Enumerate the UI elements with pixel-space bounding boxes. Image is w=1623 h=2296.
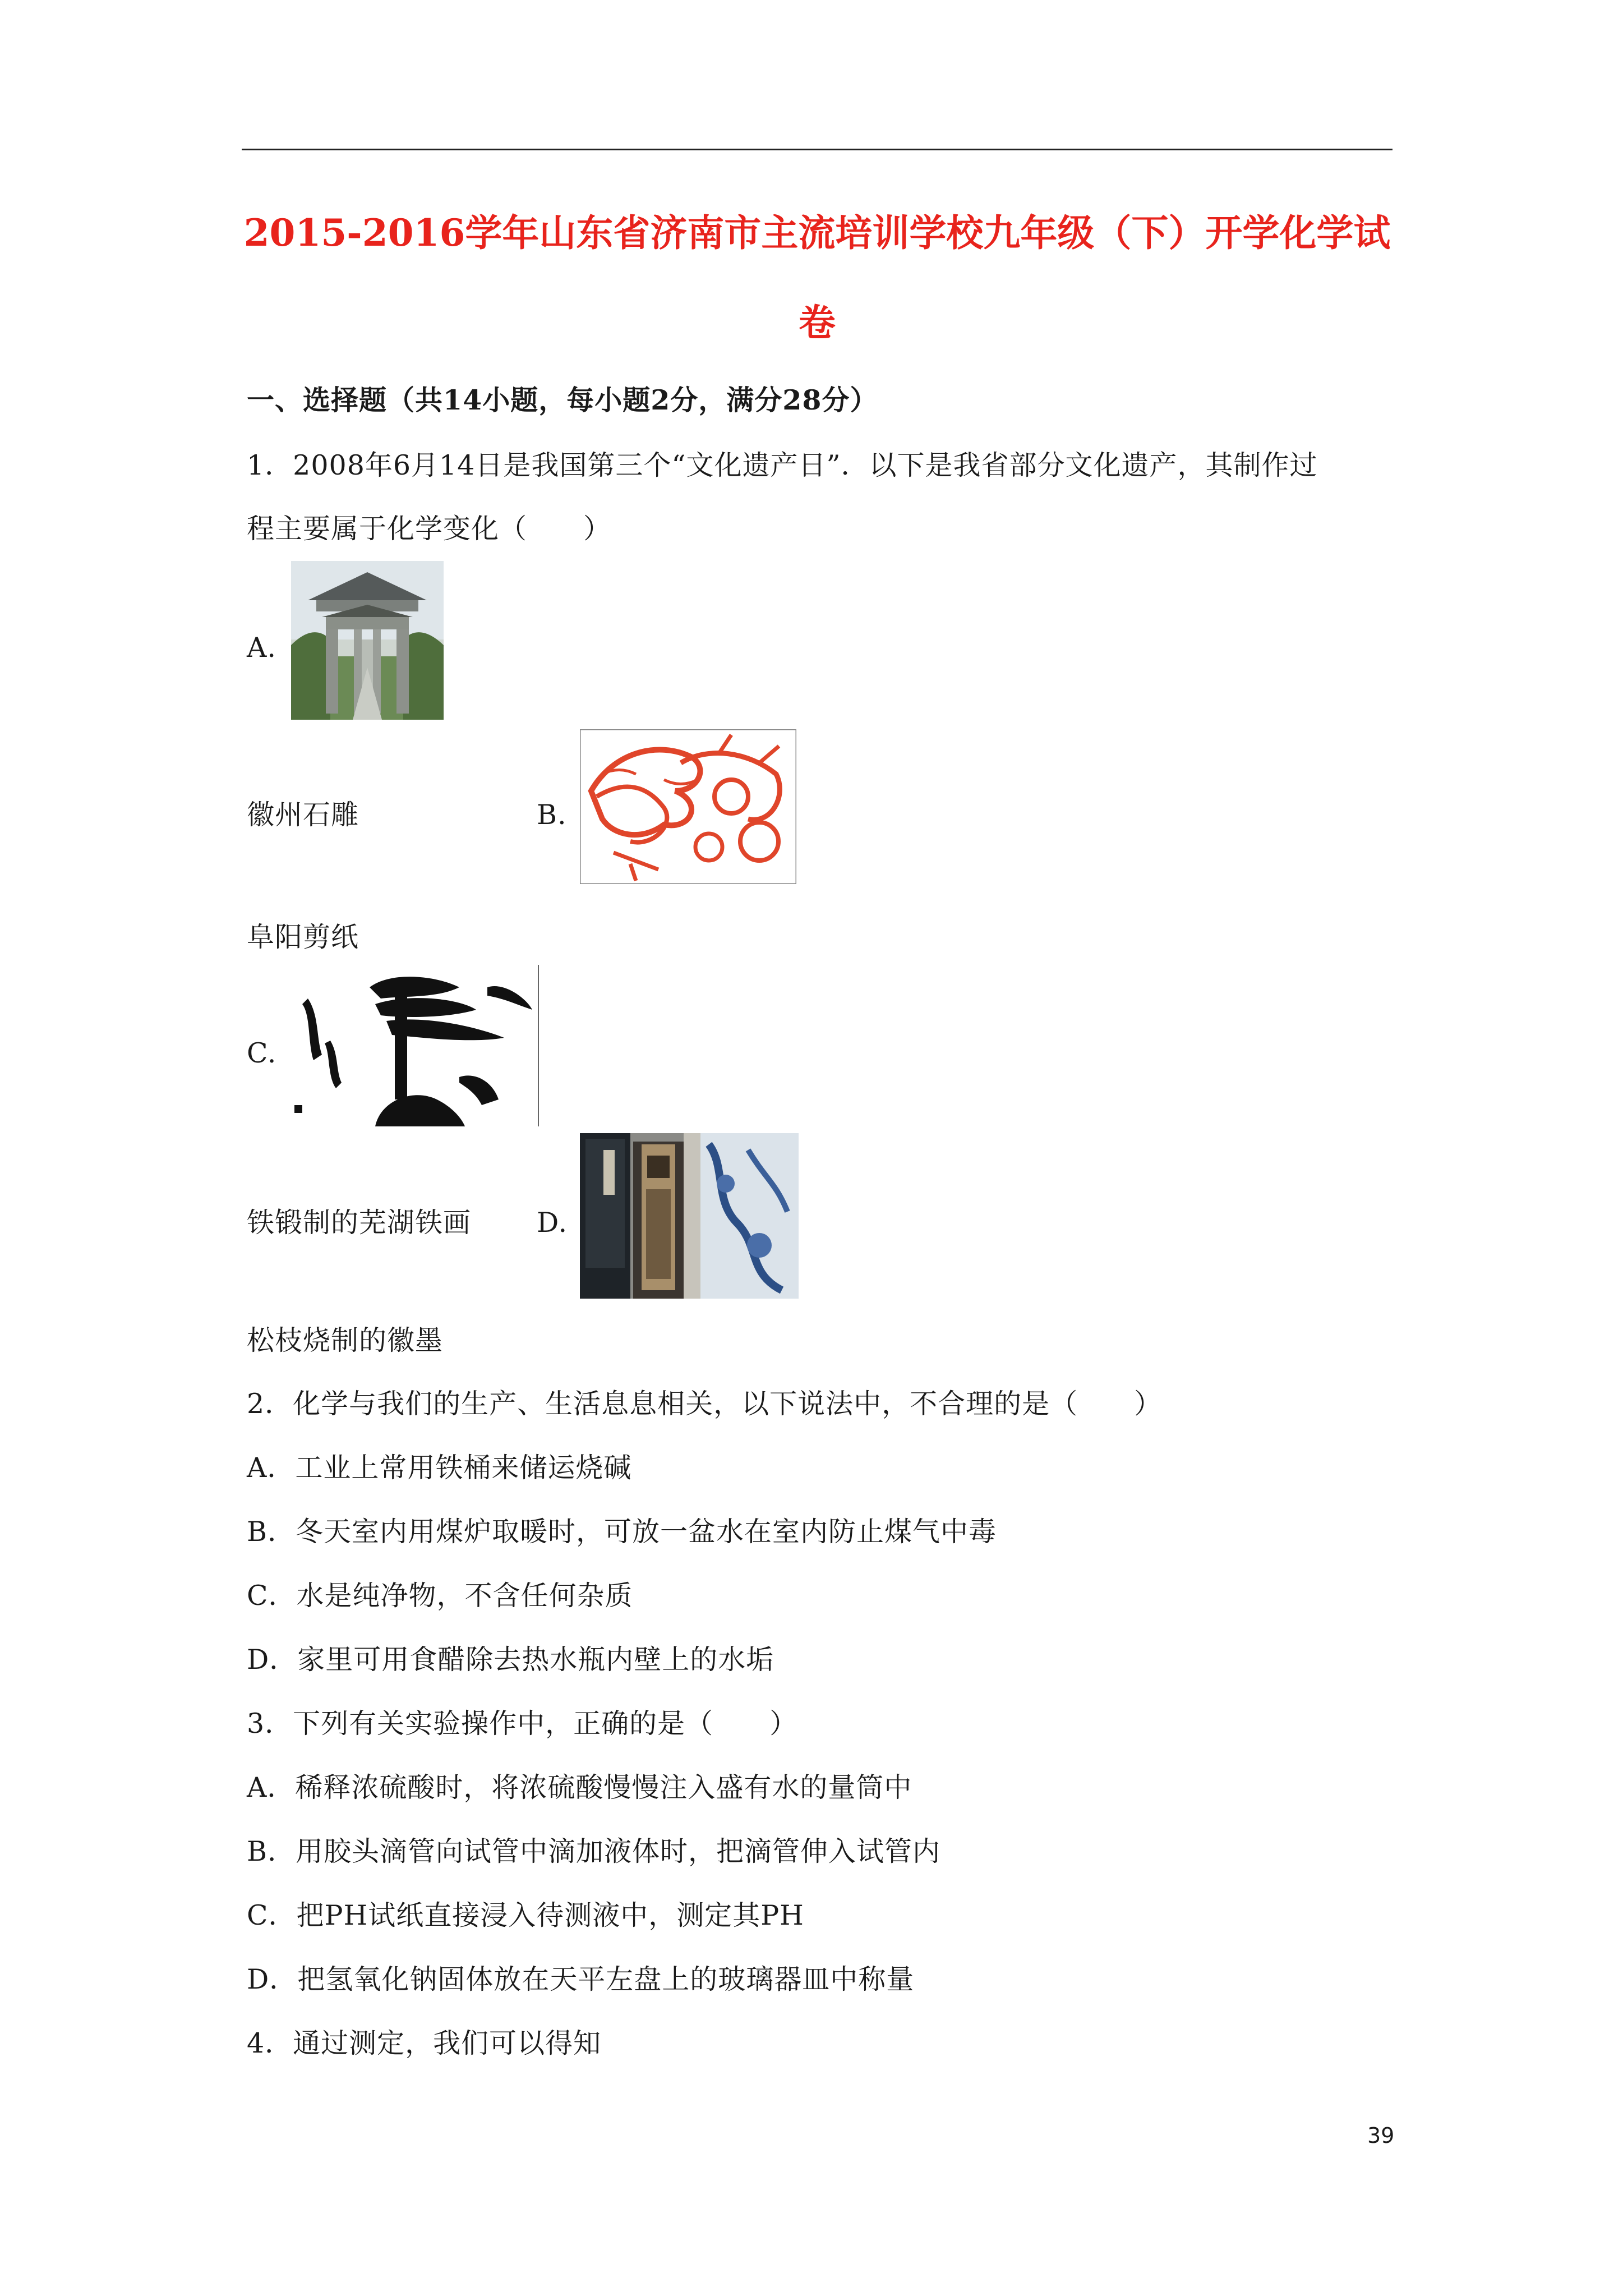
archway-stone-carving-image	[291, 561, 444, 720]
q1-stem-line1: 1．2008年6月14日是我国第三个“文化遗产日”．以下是我省部分文化遗产，其制作过	[247, 449, 1318, 481]
q2-option-b: B．冬天室内用煤炉取暖时，可放一盆水在室内防止煤气中毒	[247, 1516, 997, 1548]
q1-option-c-caption: 铁锻制的芜湖铁画	[247, 1207, 472, 1239]
phoenix-papercut-image	[580, 729, 796, 884]
header-rule	[242, 149, 1393, 150]
section-heading: 一、选择题（共14小题，每小题2分，满分28分）	[247, 384, 878, 416]
q1-option-c-label: C.	[247, 1037, 277, 1069]
page-number: 39	[1367, 2123, 1395, 2148]
q3-option-a: A．稀释浓硫酸时，将浓硫酸慢慢注入盛有水的量筒中	[247, 1772, 912, 1803]
q1-option-d-caption: 松枝烧制的徽墨	[247, 1324, 444, 1356]
iron-painting-pine-image	[291, 965, 539, 1126]
q3-option-b: B．用胶头滴管向试管中滴加液体时，把滴管伸入试管内	[247, 1835, 941, 1867]
exam-title-line1: 2015-2016学年山东省济南市主流培训学校九年级（下）开学化学试	[243, 211, 1391, 255]
q1-option-d-label: D.	[537, 1207, 568, 1239]
q1-option-b-caption: 阜阳剪纸	[247, 921, 359, 953]
q1-option-b-label: B.	[537, 799, 567, 831]
q4-stem: 4．通过测定，我们可以得知	[247, 2027, 602, 2059]
q2-option-d: D．家里可用食醋除去热水瓶内壁上的水垢	[247, 1644, 774, 1676]
q1-option-a-label: A.	[247, 632, 276, 664]
q2-option-a: A．工业上常用铁桶来储运烧碱	[247, 1452, 632, 1484]
q1-option-a-caption: 徽州石雕	[247, 799, 359, 831]
q2-option-c: C．水是纯净物，不含任何杂质	[247, 1580, 633, 1612]
q3-option-d: D．把氢氧化钠固体放在天平左盘上的玻璃器皿中称量	[247, 1963, 915, 1995]
q3-stem: 3．下列有关实验操作中，正确的是（ ）	[247, 1708, 798, 1740]
q2-stem: 2．化学与我们的生产、生活息息相关，以下说法中，不合理的是（ ）	[247, 1388, 1163, 1420]
q1-stem-line2: 程主要属于化学变化（ ）	[247, 513, 612, 545]
q3-option-c: C．把PH试纸直接浸入待测液中，测定其PH	[247, 1899, 804, 1931]
exam-title-line2: 卷	[799, 301, 836, 344]
hui-ink-stick-image	[580, 1133, 799, 1299]
